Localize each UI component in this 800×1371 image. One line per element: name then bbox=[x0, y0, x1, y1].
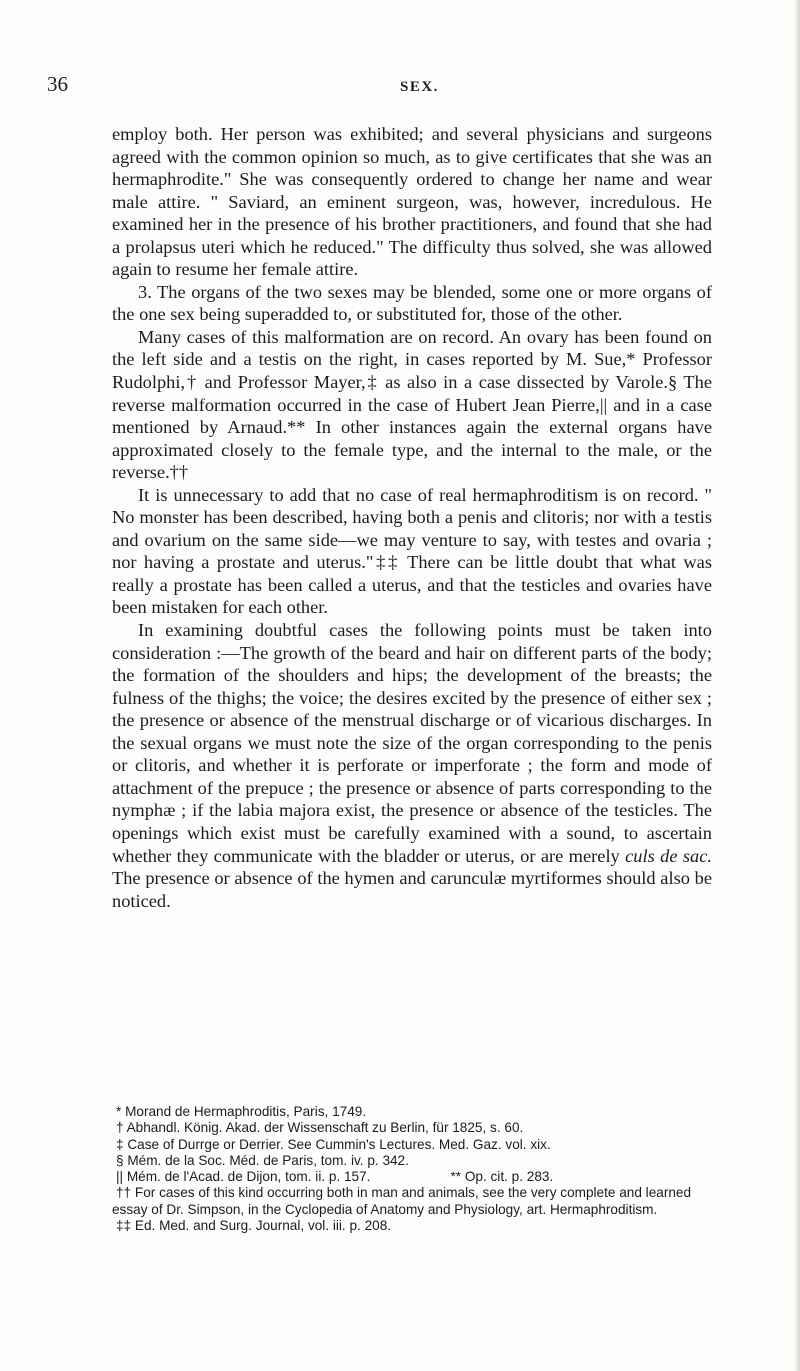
paragraph-3: Many cases of this malformation are on record. An ovary has been found on the left side and a testis on the right, in cases reported by M. Sue,* Professor Rudolphi,† and Professor Mayer,‡ as also in a case dissected by Varole.§ The reverse malformation occurred in the case of Hubert Jean Pierre,|| and in a case mentioned by Arnaud.** In other instances again the external organs have approximated closely to the female type, and the internal to the male, or the reverse.†† bbox=[112, 326, 712, 483]
paragraph-1: employ both. Her person was exhibited; and several physicians and surgeons agreed with the common opinion so much, as to give certificates that she was an hermaphrodite." She was consequently ordered to change her name and wear male attire. " Saviard, an eminent surgeon, was, however, incredulous. He examined her in the presence of his brother practitioners, and found that she had a prolapsus uteri which he reduced." The difficulty thus solved, she was allowed again to resume her female attire. bbox=[112, 124, 712, 280]
footnote-2: † Abhandl. König. Akad. der Wissenschaft zu Berlin, für 1825, s. 60. bbox=[116, 1120, 524, 1136]
running-title: SEX. bbox=[400, 79, 439, 95]
footnote-4: § Mém. de la Soc. Méd. de Paris, tom. iv. p. 342. bbox=[116, 1152, 409, 1168]
footnote-1: * Morand de Hermaphroditis, Paris, 1749. bbox=[116, 1104, 367, 1119]
paragraph-5 bbox=[112, 619, 712, 912]
footnote-5 bbox=[112, 1169, 712, 1185]
footnote-3: ‡ Case of Durrge or Derrier. See Cummin's Lectures. Med. Gaz. vol. xix. bbox=[116, 1136, 551, 1152]
paragraph-5-end: The presence or absence of the hymen and carunculæ myrtiformes should also be noticed. bbox=[112, 868, 712, 911]
footnote-7: ‡‡ Ed. Med. and Surg. Journal, vol. iii. p. 208. bbox=[116, 1218, 392, 1234]
footnote-5b: ** Op. cit. p. 283. bbox=[450, 1169, 554, 1185]
body-text bbox=[112, 123, 712, 912]
paragraph-5-text: In examining doubtful cases the following points must be taken into consideration :—The growth of the beard and hair on different parts of the body; the formation of the shoulders and hips; the development of the breasts; the fulness of the thighs; the voice; the desires excited by the presence of either sex ; the presence or absence of the menstrual discharge or of vicarious discharges. In the sexual organs we must note the size of the organ corresponding to the penis or clitoris, and whether it is perforate or imperforate ; the form and mode of attachment of the prepuce ; the presence or absence of parts corresponding to the nymphæ ; if the labia majora exist, the presence or absence of the testicles. The openings which exist must be carefully examined with a sound, to ascertain whether they communicate with the bladder or uterus, or are merely bbox=[112, 620, 712, 866]
footnote-5a: || Mém. de l'Acad. de Dijon, tom. ii. p. 157. bbox=[116, 1169, 371, 1185]
footnote-6: †† For cases of this kind occurring both in man and animals, see the very complete and learned essay of Dr. Simpson, in the Cyclopedia of Anatomy and Physiology, art. Hermaphroditism. bbox=[112, 1185, 692, 1217]
paragraph-2: 3. The organs of the two sexes may be blended, some one or more organs of the one sex being superadded to, or substituted for, those of the other. bbox=[112, 281, 712, 325]
page-edge-shadow bbox=[794, 0, 800, 1371]
paragraph-5-italic: culs de sac. bbox=[625, 845, 712, 866]
footnotes bbox=[112, 1104, 712, 1234]
page-number: 36 bbox=[47, 72, 68, 96]
paragraph-4: It is unnecessary to add that no case of real hermaphroditism is on record. " No monster has been described, having both a penis and clitoris; nor with a testis and ovarium on the same side—we may venture to say, with testes and ovaria ; nor having a prostate and uterus."‡‡ There can be little doubt that what was really a prostate has been called a uterus, and that the testicles and ovaries have been mistaken for each other. bbox=[112, 484, 712, 618]
